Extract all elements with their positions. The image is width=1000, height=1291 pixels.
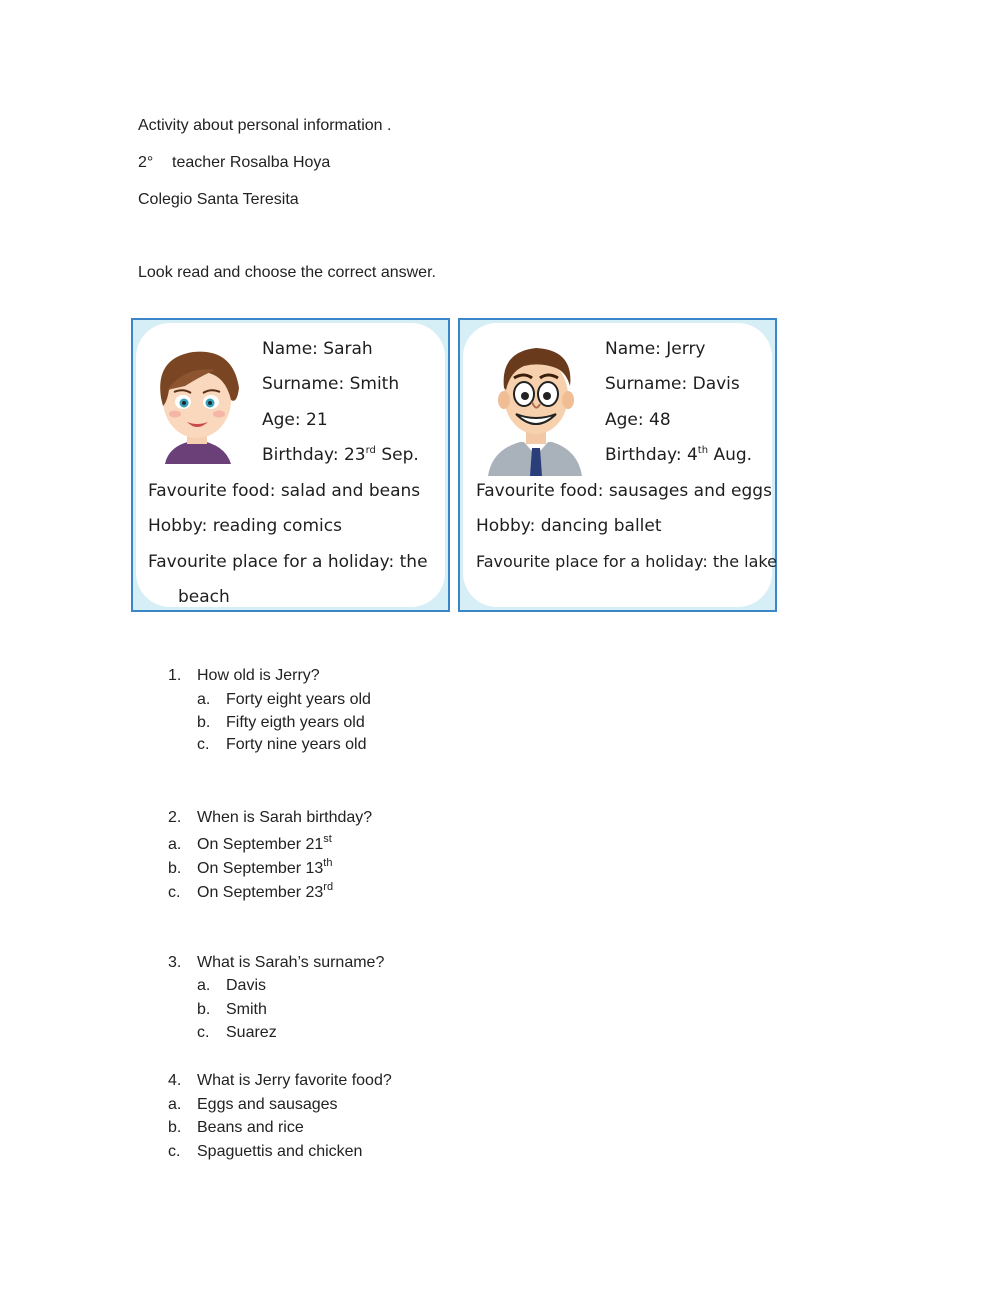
birthday-text: Birthday: 23 [262,445,366,465]
birthday-suffix: th [697,445,709,456]
q4-option-a[interactable] [168,1095,338,1115]
jerry-name: Name: Jerry [605,339,706,359]
grade-label: 2° [138,154,154,171]
option-text: On September 21 [197,836,324,853]
q1-option-c[interactable] [197,735,367,755]
question-2 [168,808,372,828]
option-letter: b. [168,1119,182,1136]
option-suffix: rd [323,881,334,893]
teacher-line [138,153,330,173]
option-text: Davis [226,977,267,994]
q1-option-b[interactable] [197,713,365,733]
option-suffix: th [323,857,333,869]
profile-card-jerry [458,318,777,612]
birthday-month: Aug. [708,445,753,465]
q2-option-a[interactable] [168,835,332,855]
option-suffix: st [323,833,332,845]
sarah-age: Age: 21 [262,410,328,430]
option-text: On September 13 [197,860,324,877]
option-letter: a. [168,836,182,853]
sarah-place: Favourite place for a holiday: the [148,552,428,572]
option-letter: c. [197,1024,210,1041]
sarah-avatar-icon [145,340,249,464]
birthday-text: Birthday: 4 [605,445,698,465]
q2-option-c[interactable] [168,883,333,903]
option-letter: a. [197,691,211,708]
option-text: Fifty eigth years old [226,714,365,731]
question-3 [168,953,384,973]
option-text: Forty eight years old [226,691,371,708]
option-letter: c. [168,1143,181,1160]
q4-option-b[interactable] [168,1118,304,1138]
option-letter: b. [197,1001,211,1018]
option-letter: a. [197,977,211,994]
sarah-hobby: Hobby: reading comics [148,516,342,536]
option-letter: b. [197,714,211,731]
jerry-place: Favourite place for a holiday: the lake [476,552,777,571]
option-text: Suarez [226,1024,277,1041]
option-letter: c. [168,884,181,901]
birthday-suffix: rd [365,445,376,456]
question-number: 3. [168,954,182,971]
question-text: When is Sarah birthday? [197,809,373,826]
question-text: What is Jerry favorite food? [197,1072,392,1089]
school-name: Colegio Santa Teresita [138,191,299,208]
option-letter: a. [168,1096,182,1113]
option-text: Eggs and sausages [197,1096,338,1113]
question-4 [168,1071,392,1091]
sarah-name: Name: Sarah [262,339,373,359]
sarah-place-cont: beach [178,587,230,607]
question-text: How old is Jerry? [197,667,320,684]
option-text: On September 23 [197,884,324,901]
option-text: Spaguettis and chicken [197,1143,363,1160]
q3-option-b[interactable] [197,1000,267,1020]
question-text: What is Sarah’s surname? [197,954,385,971]
question-1 [168,666,320,686]
option-letter: c. [197,736,210,753]
q3-option-c[interactable] [197,1023,277,1043]
option-text: Forty nine years old [226,736,367,753]
instruction-text: Look read and choose the correct answer. [138,264,436,281]
activity-title: Activity about personal information . [138,117,392,134]
option-text: Smith [226,1001,267,1018]
jerry-avatar-icon [484,338,588,476]
birthday-month: Sep. [375,445,419,465]
jerry-birthday [605,444,752,466]
jerry-surname: Surname: Davis [605,374,740,394]
sarah-surname: Surname: Smith [262,374,400,394]
sarah-food: Favourite food: salad and beans [148,481,421,501]
sarah-birthday [262,444,419,466]
question-number: 2. [168,809,182,826]
jerry-food: Favourite food: sausages and eggs [476,481,772,501]
option-letter: b. [168,860,182,877]
question-number: 1. [168,667,182,684]
jerry-age: Age: 48 [605,410,671,430]
jerry-hobby: Hobby: dancing ballet [476,516,662,536]
question-number: 4. [168,1072,182,1089]
q2-option-b[interactable] [168,859,332,879]
q1-option-a[interactable] [197,690,371,710]
q4-option-c[interactable] [168,1142,362,1162]
teacher-name: teacher Rosalba Hoya [172,154,331,171]
option-text: Beans and rice [197,1119,304,1136]
profile-card-sarah [131,318,450,612]
q3-option-a[interactable] [197,976,266,996]
